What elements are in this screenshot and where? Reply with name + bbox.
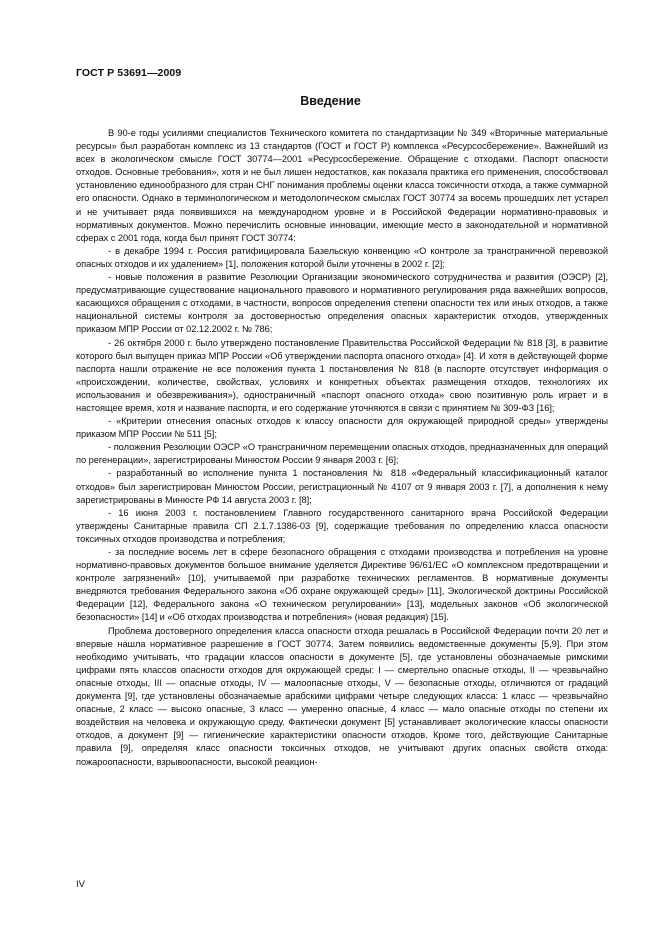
list-item: - 16 июня 2003 г. постановлением Главного государственного санитарного врача Российской Федерации утверждены Санитарные правила СП 2.1.7.1386-03 [9], содержащие требования по определению класса опасности токсичных отходов производства и потребления; — [76, 507, 608, 544]
list-item: - «Критерии отнесения опасных отходов к классу опасности для окружающей природной среды» утверждены приказом МПР России № 511 [5]; — [76, 416, 608, 440]
section-title: Введение — [300, 94, 361, 108]
list-item: - положения Резолюции ОЭСР «О трансграничном перемещении опасных отходов, предназначенных для операций по регенерации», зарегистрированы Минюстом России 9 января 2003 г. [6]; — [76, 442, 608, 466]
list-item: - в декабре 1994 г. Россия ратифицировала Базельскую конвенцию «О контроле за трансграничной перевозкой опасных отходов и их удалением» [1], положения которой были уточнены в 2002 г. [2]; — [76, 245, 608, 269]
paragraph-intro: В 90-е годы усилиями специалистов Технического комитета по стандартизации № 349 «Вторичные материальные ресурсы» был разработан комплекс из 13 стандартов (ГОСТ и ГОСТ Р) комплекса «Ресурсосбережение». Важнейший из всех в экологическом смысле ГОСТ 30774—2001 «Ресурсосбережение. Обращение с отходами. Паспорт опасности отходов. Основные требования», хотя и не был лишен недостатков, как показала практика его применения, способствовал установлению единообразного для стран СНГ понимания проблемы оценки класса токсичности отхода, а также суммарной его опасности. Однако в терминологическом и методологическом смыслах ГОСТ 30774 за восемь прошедших лет устарел и не учитывает ряда появившихся на международном уровне и в Российской Федерации нормативно-правовых и нормативных документов. Можно перечислить основные инновации, имеющие место в законодательной и нормативной сферах с 2001 года, когда был принят ГОСТ 30774: — [76, 128, 608, 243]
list-item: - разработанный во исполнение пункта 1 постановления № 818 «Федеральный классификационный каталог отходов» был зарегистрирован Минюстом России, регистрационный № 4107 от 9 января 2003 г. [7], а дополнения к нему зарегистрированы в Минюсте РФ 14 августа 2003 г. [8]; — [76, 468, 608, 505]
document-code: ГОСТ Р 53691—2009 — [76, 67, 182, 79]
page-number: IV — [76, 879, 85, 890]
list-item: - 26 октября 2000 г. было утверждено постановление Правительства Российской Федерации № 818 [3], в развитие которого был выпущен приказ МПР России «Об утверждении паспорта опасного отхода» [4]. И хотя в действующей форме паспорта нашли отражение не все положения пункта 1 постановления № 818 (в паспорте отсутствует информация о «происхождении, количестве, свойствах, условиях и конкретных объектах размещения отходов, технологиях их использования и обезвреживания»), одностраничный «паспорт опасного отхода» свою позитивную роль играет и в настоящее время, хотя и название паспорта, и его содержание уточняются в связи с принятием № 309-ФЗ [16]; — [76, 337, 608, 413]
list-item: - за последние восемь лет в сфере безопасного обращения с отходами производства и потребления на уровне нормативно-правовых документов большое внимание уделяется Директиве 96/61/ЕС «О комплексном предотвращении и контроле загрязнений» [10], учитываемой при разработке технических регламентов. В нормативные документы внедряются требования Федерального закона «Об охране окружающей среды» [11], Экологической доктрины Российской Федерации [12], Федерального закона «О техническом регулировании» [13], модельных законов «Об экологической безопасности» [14] и «Об отходах производства и потребления» (новая редакция) [15]. — [76, 547, 608, 623]
list-item: - новые положения в развитие Резолюции Организации экономического сотрудничества и развития (ОЭСР) [2], предусматривающие существование национального правового и нормативного регулирования ряда важнейших вопросов, касающихся обращения с отходами, в частности, вопросов определения степени опасности тех или иных отходов, а также национальной системы контроля за достоверностью определения опасных характеристик отходов, утвержденных приказом МПР России от 02.12.2002 г. № 786; — [76, 272, 608, 335]
paragraph-problem: Проблема достоверного определения класса опасности отхода решалась в Российской Федерации почти 20 лет и впервые нашла нормативное разрешение в ГОСТ 30774. Затем появились ведомственные документы [5,9]. При этом необходимо учитывать, что градации классов опасности в документе [5], где установлены обозначаемые римскими цифрами пять классов опасности отходов для окружающей среды: I — смертельно опасные отходы, II — чрезвычайно опасные отходы, III — опасные отходы, IV — малоопасные отходы, V — безопасные отходы, отличаются от градаций документа [9], где установлены обозначаемые арабскими цифрами четыре следующих класса: 1 класс — чрезвычайно опасные, 2 класс — высоко опасные, 3 класс — умеренно опасные, 4 класс — мало опасные отходы по степени их воздействия на человека и окружающую среду. Фактически документ [5] устанавливает экологические классы опасности отходов, а документ [9] — гигиенические характеристики опасности отходов. Кроме того, действующие Санитарные правила [9], определяя класс опасности токсичных отходов, не учитывают других опасных свойств отхода: пожароопасности, взрывоопасности, высокой реакцион- — [76, 625, 608, 767]
body-text — [76, 127, 608, 769]
